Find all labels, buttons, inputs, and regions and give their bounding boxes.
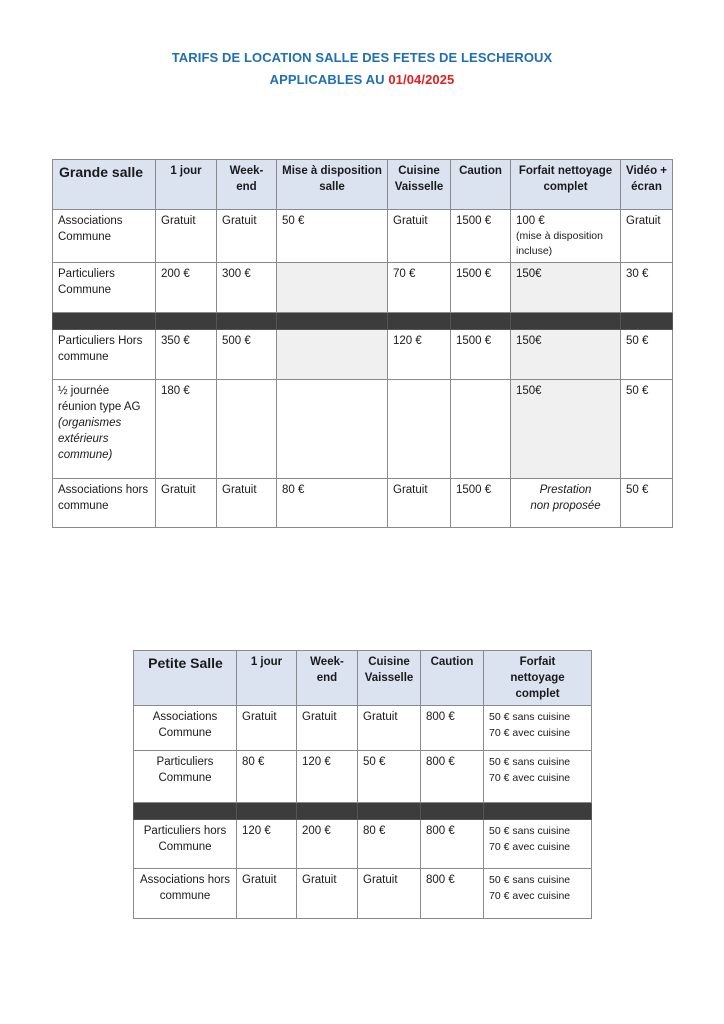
separator-cell (277, 313, 388, 330)
cell-nettoyage: Prestation non proposée (511, 479, 621, 528)
row-label-main: ½ journée réunion type AG (58, 385, 141, 413)
cell-caution: 800 € (421, 706, 484, 751)
separator-cell (484, 803, 592, 820)
separator-cell (134, 803, 237, 820)
table-row (53, 263, 673, 313)
cell-nettoyage (484, 869, 592, 919)
nettoyage-sans-cuisine: 50 € sans cuisine (489, 874, 571, 886)
cell-nettoyage: 150€ (511, 330, 621, 380)
row-label-note: (organismes extérieurs commune) (58, 417, 122, 461)
separator-cell (388, 313, 451, 330)
table-row (53, 380, 673, 479)
row-label: Associations hors commune (134, 869, 237, 919)
cell-jour: 180 € (156, 380, 217, 479)
separator-cell (297, 803, 358, 820)
cell-jour: 200 € (156, 263, 217, 313)
separator-cell (217, 313, 277, 330)
cell-cuisine: 120 € (388, 330, 451, 380)
cell-nettoyage (484, 706, 592, 751)
cell-weekend (217, 380, 277, 479)
col-header-1-jour: 1 jour (156, 160, 217, 210)
subtitle-prefix: APPLICABLES AU (269, 72, 389, 87)
cell-jour: Gratuit (156, 210, 217, 263)
header-row (53, 160, 673, 210)
nettoyage-avec-cuisine: 70 € avec cuisine (489, 772, 571, 784)
cell-cuisine: Gratuit (388, 210, 451, 263)
cell-jour: Gratuit (237, 706, 297, 751)
cell-cuisine: 70 € (388, 263, 451, 313)
nettoyage-avec-cuisine: 70 € avec cuisine (489, 890, 571, 902)
header-row (134, 651, 592, 706)
cell-caution: 1500 € (451, 330, 511, 380)
table-row (53, 479, 673, 528)
document-title: TARIFS DE LOCATION SALLE DES FETES DE LESCHEROUX (171, 50, 553, 65)
cell-mise: 80 € (277, 479, 388, 528)
separator-row (53, 313, 673, 330)
col-header-weekend: Week-end (297, 651, 358, 706)
cell-nettoyage (484, 820, 592, 869)
table-row (134, 706, 592, 751)
cell-nettoyage: 150€ (511, 380, 621, 479)
row-label: Particuliers Commune (134, 751, 237, 803)
cell-video: Gratuit (621, 210, 673, 263)
table-row (53, 210, 673, 263)
cell-caution: 800 € (421, 869, 484, 919)
row-label: Associations Commune (53, 210, 156, 263)
cell-video: 50 € (621, 479, 673, 528)
cell-nettoyage (511, 210, 621, 263)
nettoyage-sans-cuisine: 50 € sans cuisine (489, 711, 571, 723)
cell-cuisine: Gratuit (358, 869, 421, 919)
cell-caution: 1500 € (451, 263, 511, 313)
cell-caution: 1500 € (451, 210, 511, 263)
table-row (134, 820, 592, 869)
separator-cell (621, 313, 673, 330)
cell-weekend: Gratuit (297, 706, 358, 751)
cell-video: 50 € (621, 330, 673, 380)
cell-jour: Gratuit (237, 869, 297, 919)
cell-weekend: 120 € (297, 751, 358, 803)
grande-salle-table (52, 159, 673, 528)
row-label: Associations hors commune (53, 479, 156, 528)
nettoyage-price: 100 € (516, 215, 545, 227)
col-header-cuisine: Cuisine Vaisselle (388, 160, 451, 210)
cell-jour: 80 € (237, 751, 297, 803)
nettoyage-sans-cuisine: 50 € sans cuisine (489, 756, 571, 768)
cell-weekend: Gratuit (217, 210, 277, 263)
col-header-video: Vidéo + écran (621, 160, 673, 210)
document-subtitle (0, 72, 724, 87)
cell-jour: Gratuit (156, 479, 217, 528)
cell-cuisine: 80 € (358, 820, 421, 869)
nettoyage-avec-cuisine: 70 € avec cuisine (489, 727, 571, 739)
table-title: Petite Salle (134, 651, 237, 706)
separator-cell (511, 313, 621, 330)
cell-caution: 1500 € (451, 479, 511, 528)
separator-cell (451, 313, 511, 330)
cell-weekend: Gratuit (297, 869, 358, 919)
separator-row (134, 803, 592, 820)
petite-salle-table (133, 650, 592, 919)
table-title: Grande salle (53, 160, 156, 210)
row-label: Associations Commune (134, 706, 237, 751)
col-header-mise-a-disposition: Mise à disposition salle (277, 160, 388, 210)
cell-video: 30 € (621, 263, 673, 313)
cell-caution: 800 € (421, 751, 484, 803)
cell-mise: 50 € (277, 210, 388, 263)
cell-video: 50 € (621, 380, 673, 479)
cell-weekend: Gratuit (217, 479, 277, 528)
cell-caution: 800 € (421, 820, 484, 869)
separator-cell (237, 803, 297, 820)
cell-weekend: 300 € (217, 263, 277, 313)
separator-cell (421, 803, 484, 820)
cell-nettoyage: 150€ (511, 263, 621, 313)
cell-mise (277, 330, 388, 380)
cell-weekend: 200 € (297, 820, 358, 869)
col-header-weekend: Week-end (217, 160, 277, 210)
separator-cell (358, 803, 421, 820)
col-header-nettoyage: Forfait nettoyage complet (484, 651, 592, 706)
row-label: Particuliers Hors commune (53, 330, 156, 380)
cell-cuisine (388, 380, 451, 479)
cell-jour: 350 € (156, 330, 217, 380)
cell-mise (277, 380, 388, 479)
cell-weekend: 500 € (217, 330, 277, 380)
table-row (134, 751, 592, 803)
cell-jour: 120 € (237, 820, 297, 869)
cell-mise (277, 263, 388, 313)
cell-cuisine: Gratuit (388, 479, 451, 528)
cell-caution (451, 380, 511, 479)
row-label: Particuliers hors Commune (134, 820, 237, 869)
col-header-1-jour: 1 jour (237, 651, 297, 706)
nettoyage-avec-cuisine: 70 € avec cuisine (489, 841, 571, 853)
col-header-caution: Caution (421, 651, 484, 706)
separator-cell (53, 313, 156, 330)
nettoyage-sans-cuisine: 50 € sans cuisine (489, 825, 571, 837)
col-header-cuisine: Cuisine Vaisselle (358, 651, 421, 706)
nettoyage-note: (mise à disposition incluse) (516, 230, 603, 257)
cell-nettoyage (484, 751, 592, 803)
separator-cell (156, 313, 217, 330)
cell-cuisine: 50 € (358, 751, 421, 803)
col-header-nettoyage: Forfait nettoyage complet (511, 160, 621, 210)
table-row (134, 869, 592, 919)
cell-cuisine: Gratuit (358, 706, 421, 751)
effective-date: 01/04/2025 (388, 72, 455, 87)
table-row (53, 330, 673, 380)
row-label: Particuliers Commune (53, 263, 156, 313)
col-header-caution: Caution (451, 160, 511, 210)
row-label (53, 380, 156, 479)
